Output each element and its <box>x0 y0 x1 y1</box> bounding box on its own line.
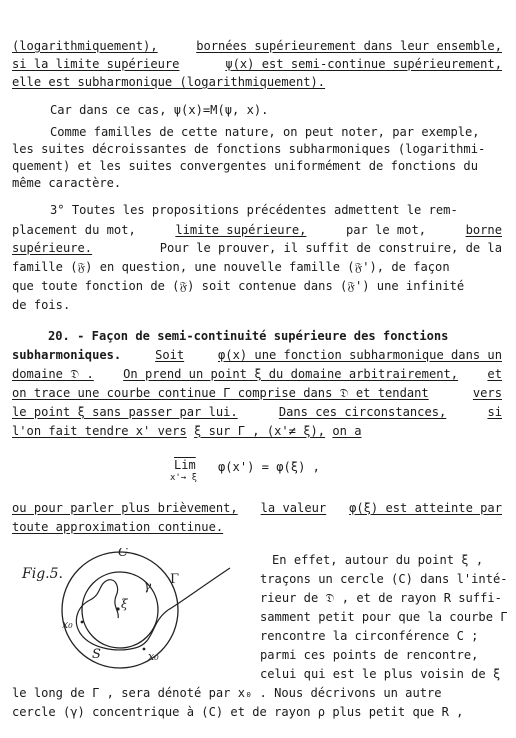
equation-body: φ(x') = φ(ξ) , <box>218 460 320 474</box>
text-line: parmi ces points de rencontre, <box>260 648 479 662</box>
text-line: cercle (γ) concentrique à (C) et de rayon ρ plus petit que R , <box>12 705 464 719</box>
text-line: subharmoniques. Soit φ(x) une fonction subharmonique dans un <box>12 348 502 362</box>
label-xi: ξ <box>121 597 128 611</box>
figure-5 <box>20 548 252 688</box>
text-line: le point ξ sans passer par lui. Dans ces circonstances, si <box>12 405 502 419</box>
text-line: même caractère. <box>12 176 122 190</box>
text-line: supérieure. Pour le prouver, il suffit de construire, de la <box>12 241 502 255</box>
label-Gamma: Γ <box>170 572 180 587</box>
label-gamma: γ <box>144 579 152 593</box>
text-line: Car dans ce cas, ψ(x)=M(ψ, x). <box>50 103 269 117</box>
equation <box>170 458 374 492</box>
limsup-symbol: $\overline{Lim}$ <box>174 458 196 472</box>
text-line: celui qui est le plus voisin de ξ <box>260 667 501 681</box>
text-line: ou pour parler plus brièvement, la valeur φ(ξ) est atteinte par <box>12 501 502 515</box>
text-line: si la limite supérieure ψ(x) est semi-continue supérieurement, <box>12 57 502 71</box>
curve-Gamma-inner <box>76 580 168 650</box>
text-line: domaine 𝔇 . On prend un point ξ du domaine arbitrairement, et <box>12 367 502 381</box>
text-line: En effet, autour du point ξ , <box>272 553 484 567</box>
text-line: les suites décroissantes de fonctions subharmoniques (logarithmi- <box>12 142 486 156</box>
point-x0-left <box>81 621 84 624</box>
label-C: C <box>118 548 128 560</box>
text-line: rencontre la circonférence C ; <box>260 629 479 643</box>
text-line: samment petit pour que la courbe Γ <box>260 610 508 624</box>
text-line: que toute fonction de (𝔉) soit contenue dans (𝔉') une infinité <box>12 279 465 293</box>
limit-subscript: x'→ ξ <box>170 473 198 483</box>
point-x0-right <box>143 648 146 651</box>
text-line: le long de Γ , sera dénoté par x₀ . Nous décrivons un autre <box>12 686 442 700</box>
text-line: placement du mot, limite supérieure, par le mot, borne <box>12 223 502 237</box>
text-line: quement) et les suites convergentes uniformément de fonctions du <box>12 159 478 173</box>
text-line: de fois. <box>12 298 71 312</box>
text-line: traçons un cercle (C) dans l'inté- <box>260 572 508 586</box>
figure-caption: Fig.5. <box>22 566 63 582</box>
label-S: S <box>92 647 101 662</box>
text-line: l'on fait tendre x' vers ξ sur Γ , (x'≠ ξ), on a <box>12 424 362 438</box>
label-x0-left: x₀ <box>62 618 73 631</box>
text-line: toute approximation continue. <box>12 520 224 534</box>
text-line: (logarithmiquement), bornées supérieurement dans leur ensemble, <box>12 39 502 53</box>
label-x0-right: x₀ <box>148 650 159 663</box>
text-line: famille (𝔉) en question, une nouvelle famille (𝔉'), de façon <box>12 260 450 274</box>
figure-drawing <box>20 548 252 688</box>
text-line: on trace une courbe continue Γ comprise dans 𝔇 et tendant vers <box>12 386 502 400</box>
text-line: rieur de 𝔇 , et de rayon R suffi- <box>260 591 502 605</box>
point-xi <box>116 607 119 610</box>
section-heading: 20. - Façon de semi-continuité supérieure des fonctions <box>48 329 449 343</box>
text-line: elle est subharmonique (logarithmiquement). <box>12 75 326 89</box>
text-line: Comme familles de cette nature, on peut noter, par exemple, <box>50 125 480 139</box>
text-line: 3° Toutes les propositions précédentes admettent le rem- <box>50 203 458 217</box>
